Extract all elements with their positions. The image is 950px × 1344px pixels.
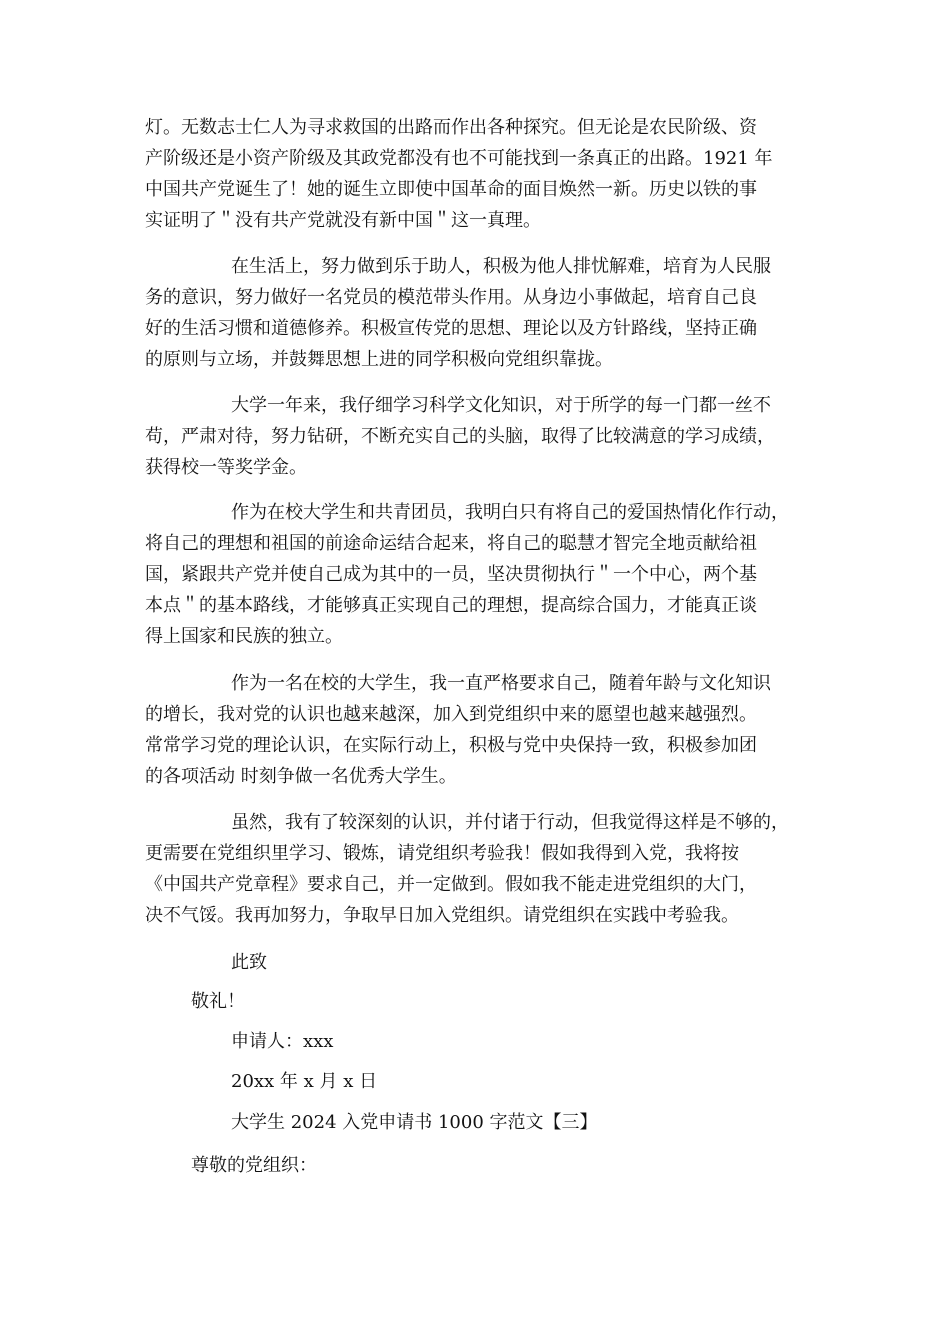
text-line: 国，紧跟共产党并使自己成为其中的一员，坚决贯彻执行＂一个中心，两个基 (145, 564, 757, 585)
paragraph-life (145, 251, 825, 375)
closing-jingli: 敬礼！ (191, 991, 245, 1012)
application-date: 20xx 年 x 月 x 日 (231, 1071, 378, 1092)
text-line: 作为一名在校的大学生，我一直严格要求自己，随着年龄与文化知识 (231, 673, 771, 694)
paragraph-resolve (145, 807, 825, 931)
paragraph-history (145, 112, 825, 236)
text-line: 的增长，我对党的认识也越来越深，加入到党组织中来的愿望也越来越强烈。 (145, 704, 757, 725)
paragraph-growth (145, 668, 825, 792)
closing-cizhi: 此致 (231, 952, 267, 973)
text-line: 灯。无数志士仁人为寻求救国的出路而作出各种探究。但无论是农民阶级、资 (145, 117, 757, 138)
section-heading: 大学生 2024 入党申请书 1000 字范文【三】 (231, 1112, 598, 1133)
text-line: 中国共产党诞生了！她的诞生立即使中国革命的面目焕然一新。历史以铁的事 (145, 179, 757, 200)
text-line: 决不气馁。我再加努力，争取早日加入党组织。请党组织在实践中考验我。 (145, 905, 739, 926)
text-line: 苟，严肃对待，努力钻研，不断充实自己的头脑，取得了比较满意的学习成绩， (145, 426, 775, 447)
text-line: 虽然，我有了较深刻的认识，并付诸于行动，但我觉得这样是不够的， (231, 812, 789, 833)
salutation: 尊敬的党组织： (191, 1155, 317, 1176)
applicant-signature: 申请人：xxx (231, 1031, 334, 1052)
text-line: 在生活上，努力做到乐于助人，积极为他人排忧解难，培育为人民服 (231, 256, 771, 277)
text-line: 常常学习党的理论认识，在实际行动上，积极与党中央保持一致，积极参加团 (145, 735, 757, 756)
paragraph-study (145, 390, 825, 483)
text-line: 的各项活动 时刻争做一名优秀大学生。 (145, 766, 457, 787)
text-line: 大学一年来，我仔细学习科学文化知识，对于所学的每一门都一丝不 (231, 395, 771, 416)
text-line: 获得校一等奖学金。 (145, 457, 307, 478)
text-line: 更需要在党组织里学习、锻炼，请党组织考验我！假如我得到入党，我将按 (145, 843, 739, 864)
text-line: 的原则与立场，并鼓舞思想上进的同学积极向党组织靠拢。 (145, 349, 613, 370)
text-line: 《中国共产党章程》要求自己，并一定做到。假如我不能走进党组织的大门， (145, 874, 757, 895)
text-line: 实证明了＂没有共产党就没有新中国＂这一真理。 (145, 210, 541, 231)
text-line: 作为在校大学生和共青团员，我明白只有将自己的爱国热情化作行动， (231, 502, 789, 523)
text-line: 将自己的理想和祖国的前途命运结合起来，将自己的聪慧才智完全地贡献给祖 (145, 533, 757, 554)
text-line: 得上国家和民族的独立。 (145, 626, 343, 647)
text-line: 务的意识，努力做好一名党员的模范带头作用。从身边小事做起，培育自己良 (145, 287, 757, 308)
text-line: 产阶级还是小资产阶级及其政党都没有也不可能找到一条真正的出路。1921 年 (145, 148, 773, 169)
text-line: 本点＂的基本路线，才能够真正实现自己的理想，提高综合国力，才能真正谈 (145, 595, 757, 616)
paragraph-ideal (145, 497, 825, 652)
text-line: 好的生活习惯和道德修养。积极宣传党的思想、理论以及方针路线，坚持正确 (145, 318, 757, 339)
